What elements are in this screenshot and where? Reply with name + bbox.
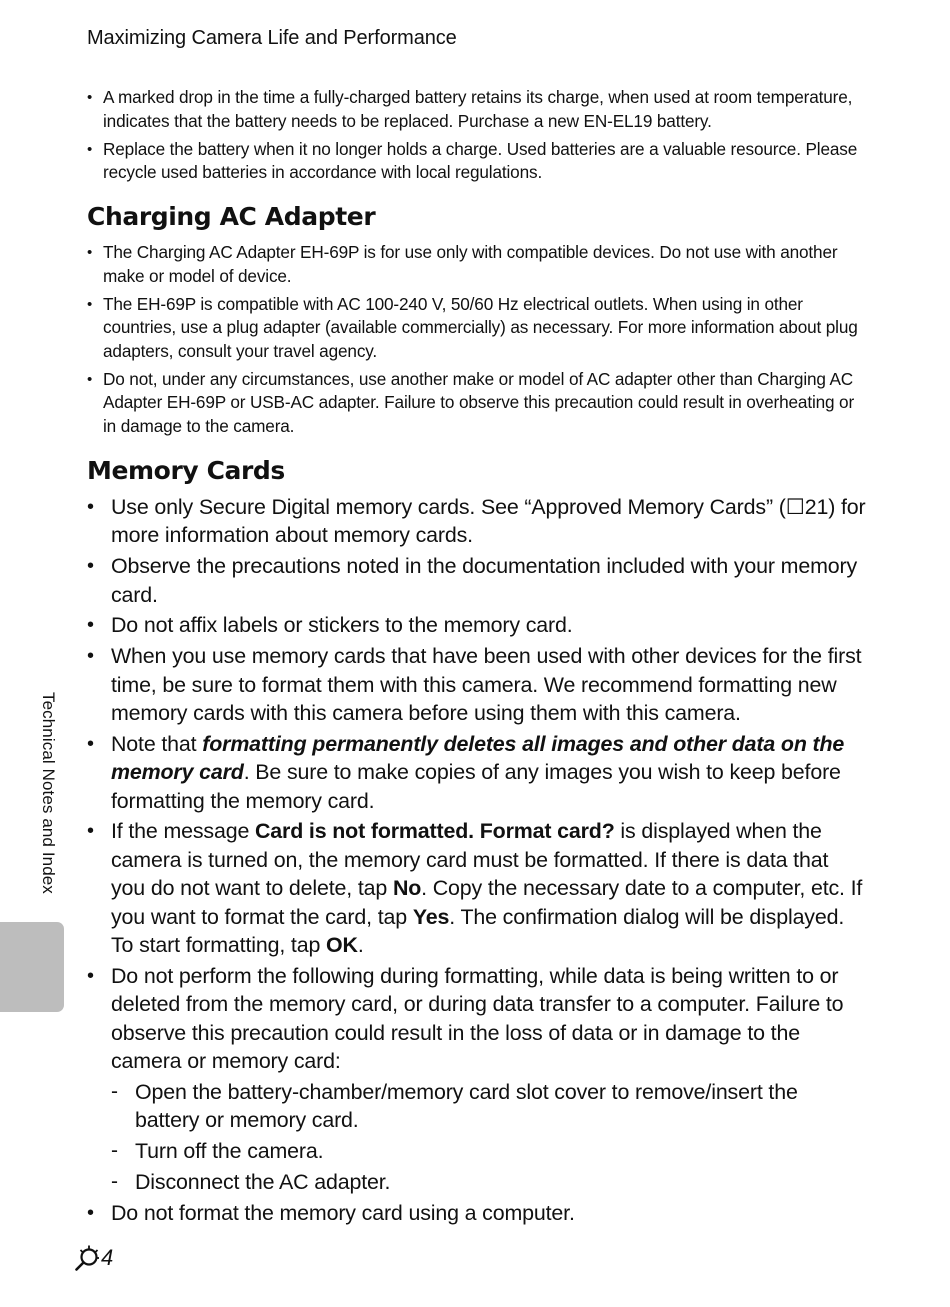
list-item: • Do not, under any circumstances, use another make or model of AC adapter other than Charging AC Adapter EH-69P or USB-AC adapter. Failure to observe this precaution could result in overheating or in damage to the camera. bbox=[87, 368, 867, 439]
list-item: • Use only Secure Digital memory cards. See “Approved Memory Cards” (☐21) for more information about memory cards. bbox=[87, 493, 867, 550]
message-text: Card is not formatted. Format card? bbox=[255, 819, 615, 844]
list-item: • Replace the battery when it no longer holds a charge. Used batteries are a valuable resource. Please recycle used batteries in accordance with local regulations. bbox=[87, 138, 867, 185]
sub-list-item: - Turn off the camera. bbox=[87, 1137, 867, 1165]
technical-notes-icon bbox=[74, 1244, 100, 1272]
list-item: • When you use memory cards that have been used with other devices for the first time, be sure to format them with this camera. We recommend formatting new memory cards with this camera before using them with this camera. bbox=[87, 642, 867, 727]
side-tab-marker bbox=[0, 922, 64, 1012]
list-item: • Note that formatting permanently deletes all images and other data on the memory card. Be sure to make copies of any images you wish to keep before formatting the memory card. bbox=[87, 730, 867, 815]
sub-list-item: - Open the battery-chamber/memory card slot cover to remove/insert the battery or memory card. bbox=[87, 1078, 867, 1135]
running-header: Maximizing Camera Life and Performance bbox=[87, 27, 457, 49]
list-item: • If the message Card is not formatted. Format card? is displayed when the camera is turned on, the memory card must be formatted. If there is data that you do not want to delete, tap No. Copy the necessary date to a computer, etc. If you want to format the card, tap Yes. The confirmation dialog will be displayed. To start formatting, tap OK. bbox=[87, 817, 867, 959]
page-reference: 21) bbox=[804, 495, 836, 519]
list-item: • A marked drop in the time a fully-charged battery retains its charge, when used at room temperature, indicates that the battery needs to be replaced. Purchase a new EN-EL19 battery. bbox=[87, 86, 867, 133]
page-reference-icon: ☐ bbox=[785, 495, 805, 519]
memory-cards-list bbox=[87, 493, 867, 1229]
list-item: • Do not affix labels or stickers to the memory card. bbox=[87, 611, 867, 639]
side-tab-label: Technical Notes and Index bbox=[39, 692, 58, 894]
section-heading-charging-ac-adapter: Charging AC Adapter bbox=[87, 202, 376, 231]
list-item: • Observe the precautions noted in the documentation included with your memory card. bbox=[87, 552, 867, 609]
list-item: • The Charging AC Adapter EH-69P is for use only with compatible devices. Do not use with another make or model of device. bbox=[87, 241, 867, 288]
sub-list-item: - Disconnect the AC adapter. bbox=[87, 1168, 867, 1196]
page-footer bbox=[74, 1244, 113, 1272]
ok-option: OK bbox=[326, 933, 358, 958]
warning-emphasis: formatting permanently deletes all images and other data on the memory card bbox=[111, 731, 845, 785]
yes-option: Yes bbox=[412, 904, 450, 929]
no-option: No bbox=[392, 876, 422, 901]
list-item: • Do not format the memory card using a computer. bbox=[87, 1199, 867, 1227]
list-item: • Do not perform the following during formatting, while data is being written to or deleted from the memory card, or during data transfer to a computer. Failure to observe this precaution could result in the loss of data or in damage to the camera or memory card: bbox=[87, 962, 867, 1076]
list-item: • The EH-69P is compatible with AC 100-240 V, 50/60 Hz electrical outlets. When using in other countries, use a plug adapter (available commercially) as necessary. For more information about plug adapters, consult your travel agency. bbox=[87, 293, 867, 364]
ac-adapter-list bbox=[87, 241, 867, 443]
battery-precautions-list bbox=[87, 86, 867, 189]
page-number: 4 bbox=[101, 1245, 114, 1270]
section-heading-memory-cards: Memory Cards bbox=[87, 456, 285, 485]
